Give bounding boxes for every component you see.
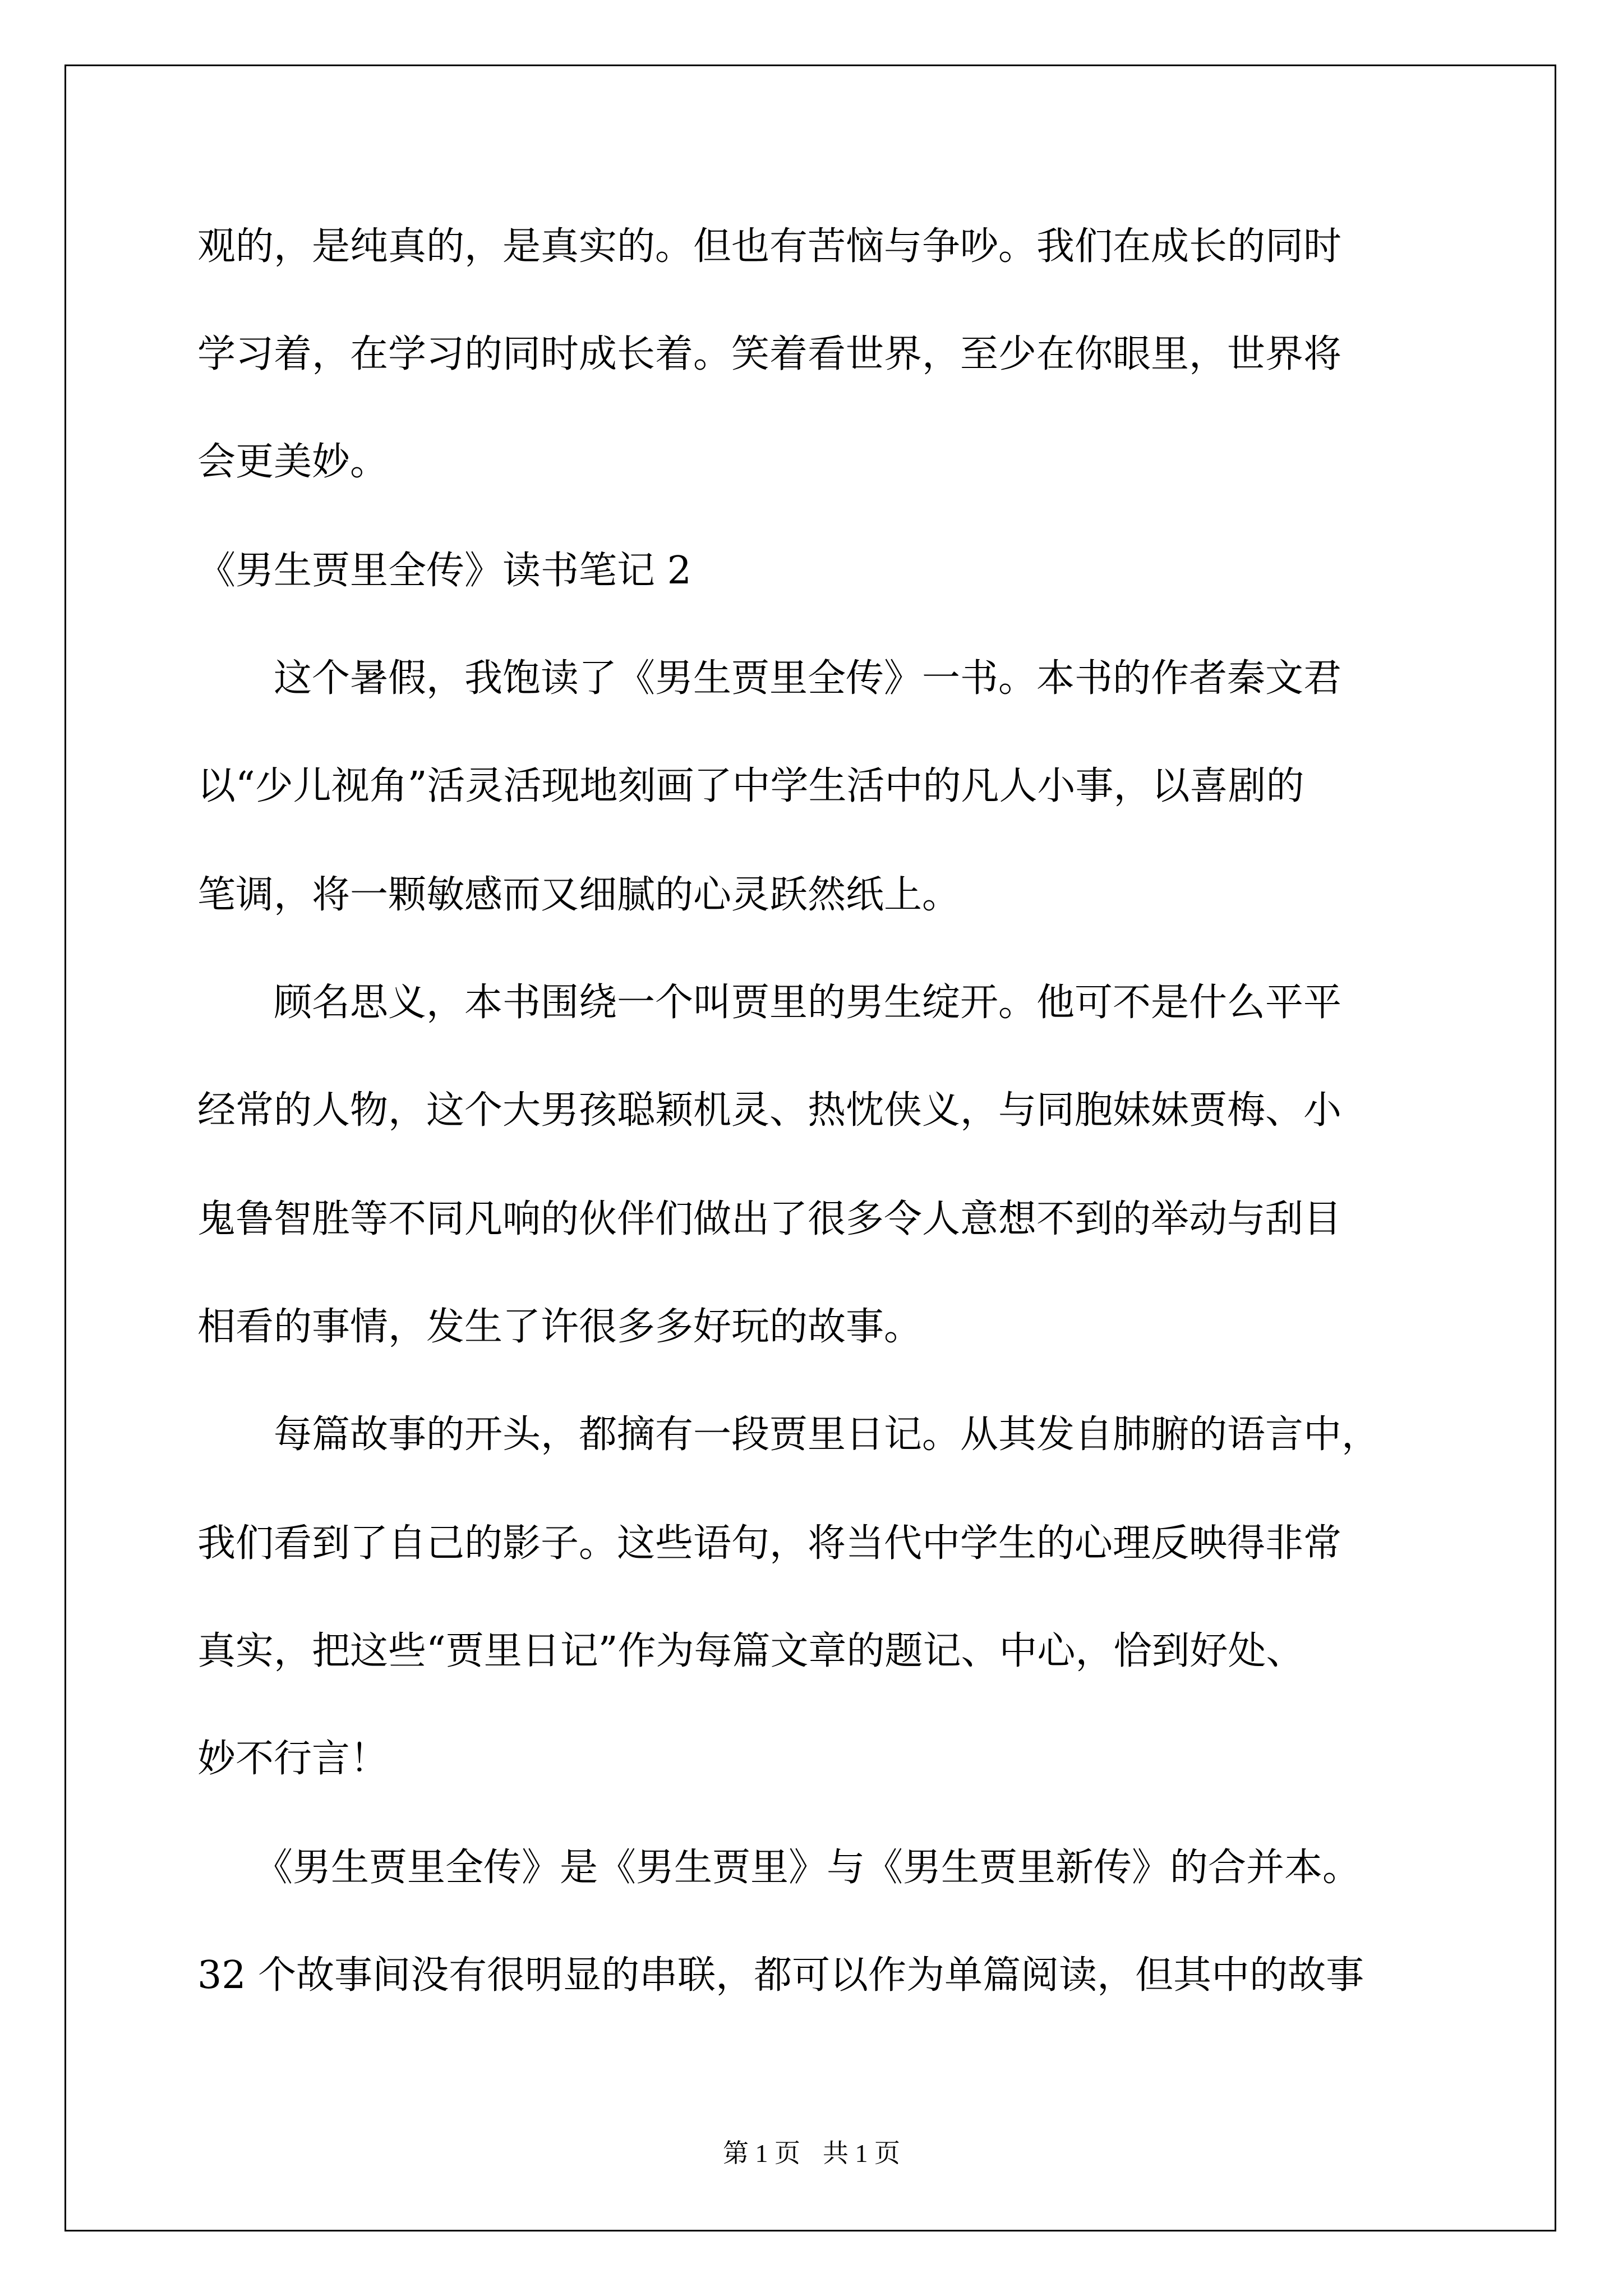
- body-line: 相看的事情，发生了许很多多好玩的故事。: [197, 1305, 923, 1349]
- body-line: 真实，把这些“贾里日记”作为每篇文章的题记、中心，恰到好处、: [197, 1629, 1304, 1673]
- body-line: 以“少儿视角”活灵活现地刻画了中学生活中的凡人小事，以喜剧的: [197, 764, 1304, 808]
- body-line: 我们看到了自己的影子。这些语句，将当代中学生的心理反映得非常: [197, 1521, 1342, 1566]
- body-line: 《男生贾里全传》是《男生贾里》与《男生贾里新传》的合并本。: [197, 1846, 1361, 1890]
- body-line: 经常的人物，这个大男孩聪颖机灵、热忱侠义，与同胞妹妹贾梅、小: [197, 1088, 1342, 1133]
- page-footer: [0, 2133, 1623, 2170]
- body-line: 顾名思义，本书围绕一个叫贾里的男生绽开。他可不是什么平平: [197, 981, 1342, 1025]
- body-line: 妙不行言！: [197, 1737, 389, 1781]
- body-line: 笔调，将一颗敏感而又细腻的心灵跃然纸上。: [197, 873, 961, 917]
- body-line: 每篇故事的开头，都摘有一段贾里日记。从其发自肺腑的语言中，: [197, 1412, 1380, 1457]
- body-line: 学习着，在学习的同时成长着。笑着看世界，至少在你眼里，世界将: [197, 332, 1342, 376]
- body-line: 鬼鲁智胜等不同凡响的伙伴们做出了很多令人意想不到的举动与刮目: [197, 1197, 1342, 1241]
- section-heading: 《男生贾里全传》读书笔记 2: [197, 549, 691, 593]
- body-line: 会更美妙。: [197, 440, 389, 484]
- body-line: 32 个故事间没有很明显的串联，都可以作为单篇阅读，但其中的故事: [197, 1953, 1364, 1998]
- page-number: 第 1 页: [723, 2139, 800, 2168]
- body-line: 观的，是纯真的，是真实的。但也有苦恼与争吵。我们在成长的同时: [197, 224, 1342, 269]
- body-line: 这个暑假，我饱读了《男生贾里全传》一书。本书的作者秦文君: [197, 656, 1342, 701]
- page-total: 共 1 页: [823, 2139, 900, 2168]
- page-border: [64, 65, 1556, 2231]
